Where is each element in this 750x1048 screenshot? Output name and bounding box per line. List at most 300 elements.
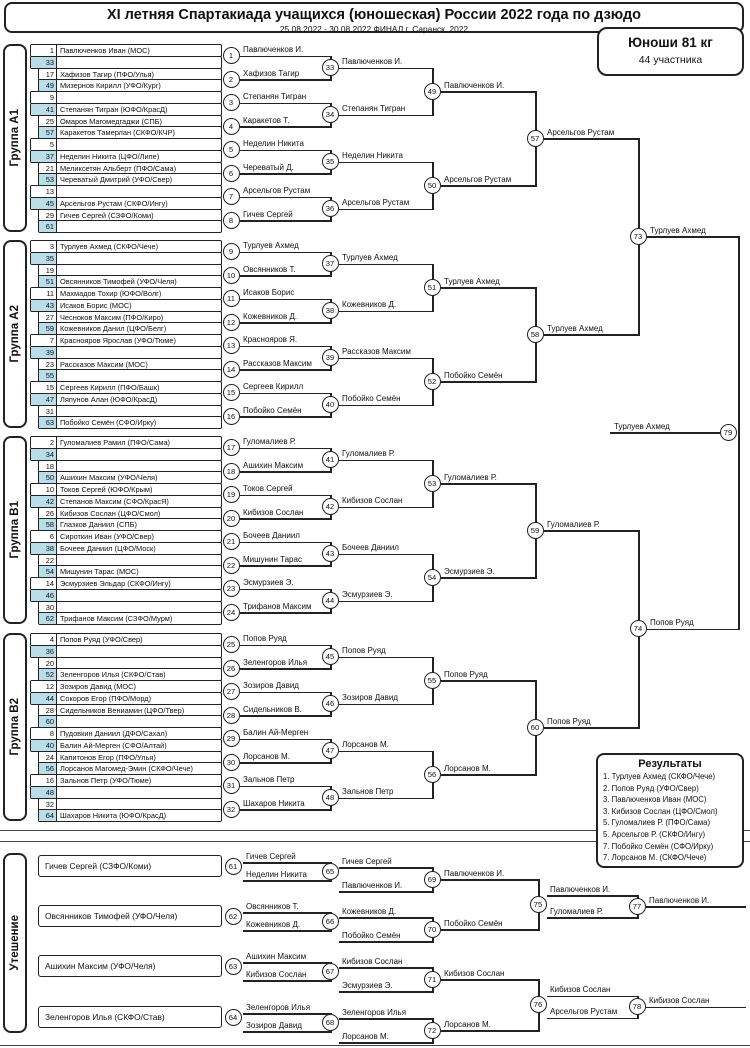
entry-row	[30, 739, 222, 752]
match-number: 75	[530, 896, 547, 913]
entrant-name: Пудовкин Даниил (ДФО/Сахал)	[60, 729, 168, 739]
entrant-name: Овсянников Тимофей (УФО/Челя)	[60, 277, 177, 287]
match-number: 54	[424, 569, 441, 586]
entrant-name: Бочеев Даниил (ЦФО/Моск)	[60, 543, 156, 553]
category-box	[597, 27, 744, 76]
match-number: 43	[322, 545, 339, 562]
entrant-name: Махмадов Тохир (ЮФО/Волг)	[60, 289, 162, 299]
match-number: 40	[322, 396, 339, 413]
winner-name: Павлюченков И.	[342, 57, 403, 66]
seed-number: 8	[31, 728, 57, 739]
match-number: 65	[322, 863, 339, 880]
match-number: 61	[225, 858, 242, 875]
winner-name: Неделин Никита	[243, 139, 304, 149]
entrant-name: Трифанов Максим (СЗФО/Мурм)	[60, 614, 173, 624]
winner-name: Степанян Тигран	[342, 104, 406, 113]
match-number: 36	[322, 200, 339, 217]
seed-number: 45	[31, 198, 57, 209]
final-line	[610, 432, 720, 434]
bracket-line	[544, 334, 638, 336]
seed-number: 39	[31, 347, 57, 358]
winner-name: Павлюченков И.	[550, 884, 611, 894]
winner-name: Зозиров Давид	[342, 693, 398, 702]
entrant-name: Хафизов Тагир (ПФО/Улья)	[60, 69, 154, 79]
entrant-name	[57, 590, 60, 601]
seed-number: 13	[31, 186, 57, 197]
winner-name: Эсмурзиев Э.	[243, 578, 294, 588]
match-number: 41	[322, 451, 339, 468]
entrant-name: Гуломалиев Рамил (ПФО/Сама)	[60, 438, 171, 448]
winner-name: Турлуев Ахмед	[650, 225, 706, 235]
seed-number: 42	[31, 496, 57, 507]
match-number: 72	[424, 1022, 441, 1039]
entrant-name: Степанов Максим (СФО/КрасЯ)	[60, 496, 169, 506]
match-number: 30	[223, 754, 240, 771]
match-number: 32	[223, 801, 240, 818]
seed-number: 2	[31, 437, 57, 448]
bracket-line	[240, 809, 330, 811]
bracket-line	[339, 798, 432, 800]
entrant-name: Капитонов Егор (ПФО/Улья)	[60, 752, 156, 762]
bracket-line	[240, 393, 330, 395]
bracket-line	[339, 209, 432, 211]
seed-number: 24	[39, 752, 57, 763]
winner-name: Лорсанов М.	[444, 1019, 491, 1029]
match-number: 76	[530, 996, 547, 1013]
winner-name: Кожевников Д.	[342, 300, 397, 309]
entry-row	[30, 252, 222, 265]
entrant-name	[57, 658, 60, 669]
bracket-line	[339, 358, 432, 360]
bracket-line	[646, 1007, 746, 1009]
seed-number: 55	[39, 370, 57, 381]
group-label	[3, 436, 27, 624]
match-number: 50	[424, 177, 441, 194]
bracket-line	[441, 774, 535, 776]
entrant-name	[57, 799, 60, 810]
seed-number: 31	[39, 406, 57, 417]
match-number: 46	[322, 695, 339, 712]
bracket-line	[339, 311, 432, 313]
winner-name: Гуломалиев Р.	[547, 519, 600, 529]
entrant-name	[57, 347, 60, 358]
result-line: 3. Павлюченков Иван (МОС)	[603, 795, 707, 805]
bracket-line	[441, 979, 538, 981]
entrant-name	[57, 265, 60, 276]
bracket-line	[441, 185, 535, 187]
winner-name: Кожевников Д.	[243, 311, 298, 321]
winner-name: Павлюченков И.	[444, 80, 505, 90]
winner-name: Череватый Д.	[243, 162, 294, 172]
winner-name: Степанян Тигран	[243, 92, 307, 102]
bracket-line	[240, 126, 330, 128]
seed-number: 48	[31, 787, 57, 798]
match-number: 28	[223, 707, 240, 724]
winner-name: Эсмурзиев Э.	[444, 566, 495, 576]
match-number: 15	[223, 384, 240, 401]
winner-name: Турлуев Ахмед	[243, 241, 299, 251]
results-box	[596, 753, 744, 868]
winner-name: Бочеев Даниил	[243, 531, 300, 541]
winner-name: Побойко Семён	[444, 370, 503, 380]
match-number: 49	[424, 83, 441, 100]
group-label	[3, 853, 27, 1033]
entrant-name: Краснояров Ярослав (УФО/Тюме)	[60, 336, 176, 346]
match-number: 2	[223, 71, 240, 88]
seed-number: 12	[31, 681, 57, 692]
entrant-name: Исаков Борис (МОС)	[60, 300, 132, 310]
winner-name: Шахаров Никита	[243, 798, 305, 808]
entrant-name: Каракетов Тамерлан (СКФО/КЧР)	[60, 128, 176, 138]
match-number: 4	[223, 118, 240, 135]
seed-number: 29	[39, 210, 57, 221]
seed-number: 37	[31, 151, 57, 162]
entrant-name: Кожевников Данил (ЦФО/Белг)	[60, 324, 167, 334]
winner-name: Мишунин Тарас	[243, 554, 302, 564]
match-number: 48	[322, 789, 339, 806]
match-number: 25	[223, 636, 240, 653]
bracket-line	[544, 530, 638, 532]
winner-name: Сидельников В.	[243, 704, 302, 714]
bracket-line	[240, 565, 330, 567]
entry-row	[30, 393, 222, 406]
winner-name: Лорсанов М.	[342, 1031, 389, 1041]
entrant-name: Чесноков Максим (ПФО/Киро)	[60, 312, 164, 322]
result-line: 7. Лорсанов М. (СКФО/Чече)	[603, 853, 707, 863]
winner-name: Зозиров Давид	[246, 1020, 302, 1030]
bracket-line	[240, 518, 330, 520]
seed-number: 53	[39, 174, 57, 185]
winner-name: Зеленгоров Илья	[243, 657, 308, 667]
results-list	[598, 771, 742, 864]
match-number: 20	[223, 510, 240, 527]
match-number: 19	[223, 486, 240, 503]
entrant-name	[57, 57, 60, 68]
seed-number: 7	[31, 335, 57, 346]
bracket-line	[544, 138, 638, 140]
bracket-line	[240, 542, 330, 544]
winner-name: Побойко Семён	[243, 405, 302, 415]
winner-name: Кибизов Сослан	[246, 969, 307, 979]
entrant-name: Меликсетян Альберт (ПФО/Сама)	[60, 163, 177, 173]
winner-name: Бочеев Даниил	[342, 543, 399, 552]
match-number: 8	[223, 212, 240, 229]
winner-name: Сергеев Кирилл	[243, 382, 304, 392]
bracket-line	[240, 56, 330, 58]
match-number: 1	[223, 47, 240, 64]
winner-name: Попов Руяд	[444, 669, 488, 679]
entrant-name	[57, 646, 60, 657]
match-number: 21	[223, 533, 240, 550]
match-number: 24	[223, 604, 240, 621]
match-number: 29	[223, 730, 240, 747]
bracket-line	[243, 980, 330, 982]
bracket-line	[441, 287, 535, 289]
bracket-line	[240, 197, 330, 199]
bracket-line	[339, 891, 432, 893]
winner-name: Павлюченков И.	[649, 895, 710, 905]
winner-name: Турлуев Ахмед	[444, 276, 500, 286]
winner-name: Кибизов Сослан	[342, 956, 403, 966]
entrant-name: Ляпунов Алан (ЮФО/КрасД)	[60, 394, 158, 404]
bracket-line	[339, 867, 432, 869]
bracket-line	[547, 1018, 637, 1020]
seed-number: 41	[31, 104, 57, 115]
entry-row	[30, 448, 222, 461]
entrant-name: Павлюченков Иван (МОС)	[60, 46, 150, 56]
bracket-line	[647, 236, 738, 238]
seed-number: 33	[31, 57, 57, 68]
bracket-line	[243, 1013, 330, 1015]
bracket-line	[441, 381, 535, 383]
bracket-line	[240, 173, 330, 175]
entry-row	[30, 299, 222, 312]
match-number: 33	[322, 59, 339, 76]
winner-name: Неделин Никита	[342, 151, 403, 160]
bracket-line	[240, 299, 330, 301]
match-number: 79	[720, 424, 737, 441]
entrant-name	[57, 186, 60, 197]
match-number: 11	[223, 290, 240, 307]
bracket-line	[240, 739, 330, 741]
bracket-line	[441, 577, 535, 579]
match-number: 71	[424, 971, 441, 988]
match-number: 7	[223, 188, 240, 205]
bracket-line	[240, 589, 330, 591]
seed-number: 23	[39, 359, 57, 370]
seed-number: 16	[31, 775, 57, 786]
bracket-line	[240, 252, 330, 254]
match-number: 52	[424, 373, 441, 390]
seed-number: 38	[31, 543, 57, 554]
match-number: 3	[223, 94, 240, 111]
winner-name: Рассказов Максим	[243, 358, 312, 368]
entrant-name	[57, 253, 60, 264]
bracket-line	[240, 668, 330, 670]
bracket-line	[339, 405, 432, 407]
match-number: 18	[223, 463, 240, 480]
entry-row	[30, 589, 222, 602]
match-number: 35	[322, 153, 339, 170]
entrant-name: Сергеев Кирилл (ПФО/Башк)	[60, 383, 160, 393]
entry-row	[30, 645, 222, 658]
bracket-line	[339, 460, 432, 462]
entrant-name	[57, 449, 60, 460]
bracket-line	[441, 680, 535, 682]
winner-name: Побойко Семён	[342, 394, 401, 403]
entry-row	[38, 612, 222, 625]
match-number: 56	[424, 766, 441, 783]
entrant-name: Токов Сергей (ЮФО/Крым)	[60, 485, 153, 495]
seed-number: 26	[39, 508, 57, 519]
match-number: 5	[223, 141, 240, 158]
seed-number: 21	[39, 163, 57, 174]
match-number: 58	[527, 326, 544, 343]
match-number: 62	[225, 908, 242, 925]
match-number: 26	[223, 660, 240, 677]
winner-name: Арсельгов Рустам	[342, 198, 410, 207]
winner-name: Турлуев Ахмед	[342, 253, 398, 262]
winner-name: Гуломалиев Р.	[342, 449, 395, 458]
winner-name: Лорсанов М.	[342, 740, 389, 749]
group-label	[3, 44, 27, 232]
seed-number: 44	[31, 693, 57, 704]
winner-name: Эсмурзиев Э.	[342, 980, 393, 990]
section-divider	[0, 1045, 750, 1046]
winner-name: Балин Ай-Мерген	[243, 728, 309, 738]
bracket-line	[339, 507, 432, 509]
entrant-name: Лорсанов Магомед-Эмин (СКФО/Чече)	[60, 764, 193, 774]
result-line: 1. Турлуев Ахмед (СКФО/Чече)	[603, 772, 716, 781]
winner-name: Гичев Сергей	[246, 851, 296, 861]
match-number: 10	[223, 267, 240, 284]
entry-row	[30, 103, 222, 116]
match-number: 78	[629, 998, 646, 1015]
winner-name: Эсмурзиев Э.	[342, 590, 393, 599]
entrant-name: Шахаров Никита (ЮФО/КрасД)	[60, 811, 167, 821]
bracket-line	[240, 369, 330, 371]
seed-number: 34	[31, 449, 57, 460]
entry-row	[38, 809, 222, 822]
bracket-line	[339, 941, 432, 943]
seed-number: 30	[39, 602, 57, 613]
winner-name: Трифанов Максим	[243, 601, 312, 611]
bracket-line	[240, 150, 330, 152]
result-line: 3. Кибизов Сослан (ЦФО/Смол)	[603, 806, 718, 816]
bracket-connector	[738, 236, 740, 630]
match-number: 66	[322, 913, 339, 930]
match-number: 6	[223, 165, 240, 182]
entrant-name	[57, 406, 60, 417]
bracket-line	[547, 895, 637, 897]
group-label-text: Утешение	[9, 915, 21, 971]
entrant-name: Омаров Магомедгаджи (СПБ)	[60, 116, 162, 126]
bracket-line	[339, 1042, 432, 1044]
entry-row	[30, 197, 222, 210]
winner-name: Гичев Сергей	[342, 856, 392, 866]
winner-name: Овсянников Т.	[246, 901, 299, 911]
match-number: 27	[223, 683, 240, 700]
seed-number: 51	[39, 276, 57, 287]
seed-number: 4	[31, 634, 57, 645]
bracket-line	[240, 786, 330, 788]
bracket-line	[240, 762, 330, 764]
bracket-line	[243, 880, 330, 882]
match-number: 34	[322, 106, 339, 123]
entry-row	[30, 542, 222, 555]
bracket-line	[339, 751, 432, 753]
winner-name: Арсельгов Рустам	[550, 1007, 618, 1016]
entrant-name: Арсельгов Рустам (СКФО/Ингу)	[60, 198, 168, 208]
match-number: 45	[322, 648, 339, 665]
winner-name: Кибизов Сослан	[342, 496, 403, 505]
match-number: 37	[322, 255, 339, 272]
winner-name: Краснояров Я.	[243, 335, 298, 345]
match-number: 9	[223, 243, 240, 260]
entrant-name: Мишунин Тарас (МОС)	[60, 567, 139, 577]
match-number: 64	[225, 1009, 242, 1026]
bracket-line	[339, 68, 432, 70]
entry-row	[30, 150, 222, 163]
seed-number: 61	[39, 221, 57, 232]
entrant-name: Побойко Семён (СФО/Ирку)	[60, 418, 157, 428]
match-number: 57	[527, 130, 544, 147]
seed-number: 60	[39, 716, 57, 727]
result-line: 7. Побойко Семён (СФО/Ирку)	[603, 841, 714, 851]
winner-name: Павлюченков И.	[444, 868, 505, 878]
seed-number: 49	[39, 80, 57, 91]
result-line: 5. Гуломалиев Р. (ПФО/Сама)	[603, 818, 711, 828]
match-number: 59	[527, 522, 544, 539]
bracket-line	[240, 692, 330, 694]
result-line: 2. Попов Руяд (УФО/Свер)	[603, 783, 699, 793]
seed-number: 35	[31, 253, 57, 264]
match-number: 70	[424, 921, 441, 938]
winner-name: Арсельгов Рустам	[547, 127, 615, 137]
match-number: 77	[629, 898, 646, 915]
winner-name: Павлюченков И.	[342, 880, 403, 890]
winner-name: Исаков Борис	[243, 288, 295, 298]
entry-row	[30, 786, 222, 799]
entrant-name: Рассказов Максим (МОС)	[60, 359, 148, 369]
match-number: 74	[630, 620, 647, 637]
winner-name: Попов Руяд	[650, 618, 694, 627]
match-number: 68	[322, 1014, 339, 1031]
entrant-name: Зальнов Петр (УФО/Тюме)	[60, 776, 152, 786]
consolation-entry: Зеленгоров Илья (СКФО/Став)	[38, 1006, 222, 1028]
match-number: 44	[322, 592, 339, 609]
match-number: 39	[322, 349, 339, 366]
entrant-name	[57, 555, 60, 566]
match-number: 17	[223, 439, 240, 456]
seed-number: 62	[39, 613, 57, 624]
seed-number: 56	[39, 763, 57, 774]
winner-name: Побойко Семён	[342, 930, 401, 940]
bracket-line	[339, 1018, 432, 1020]
consolation-entry: Ашихин Максим (УФО/Челя)	[38, 955, 222, 977]
entrant-name: Зозиров Давид (МОС)	[60, 682, 136, 692]
entrant-name: Череватый Дмитрий (УФО/Свер)	[60, 175, 173, 185]
entrant-name: Гичев Сергей (СЗФО/Коми)	[60, 210, 154, 220]
seed-number: 3	[31, 241, 57, 252]
entrant-name: Неделин Никита (ЦФО/Липе)	[60, 151, 160, 161]
winner-name: Зеленгоров Илья	[246, 1002, 311, 1012]
bracket-line	[339, 162, 432, 164]
winner-name: Каракетов Т.	[243, 115, 290, 125]
group-label-text: Группа А2	[9, 305, 21, 363]
bracket-line	[240, 645, 330, 647]
entry-row	[38, 416, 222, 429]
winner-name: Турлуев Ахмед	[614, 421, 670, 431]
winner-name: Зозиров Давид	[243, 681, 299, 691]
seed-number: 6	[31, 531, 57, 542]
winner-name: Овсянников Т.	[243, 264, 296, 274]
bracket-line	[240, 79, 330, 81]
seed-number: 27	[39, 312, 57, 323]
bracket-line	[240, 322, 330, 324]
match-number: 69	[424, 871, 441, 888]
seed-number: 40	[31, 740, 57, 751]
seed-number: 58	[39, 519, 57, 530]
winner-name: Токов Сергей	[243, 484, 293, 494]
bracket-line	[646, 906, 746, 908]
seed-number: 46	[31, 590, 57, 601]
bracket-line	[647, 629, 738, 631]
entrant-name: Глазков Даниил (СПБ)	[60, 520, 137, 530]
seed-number: 54	[39, 566, 57, 577]
winner-name: Рассказов Максим	[342, 347, 411, 356]
seed-number: 1	[31, 45, 57, 56]
